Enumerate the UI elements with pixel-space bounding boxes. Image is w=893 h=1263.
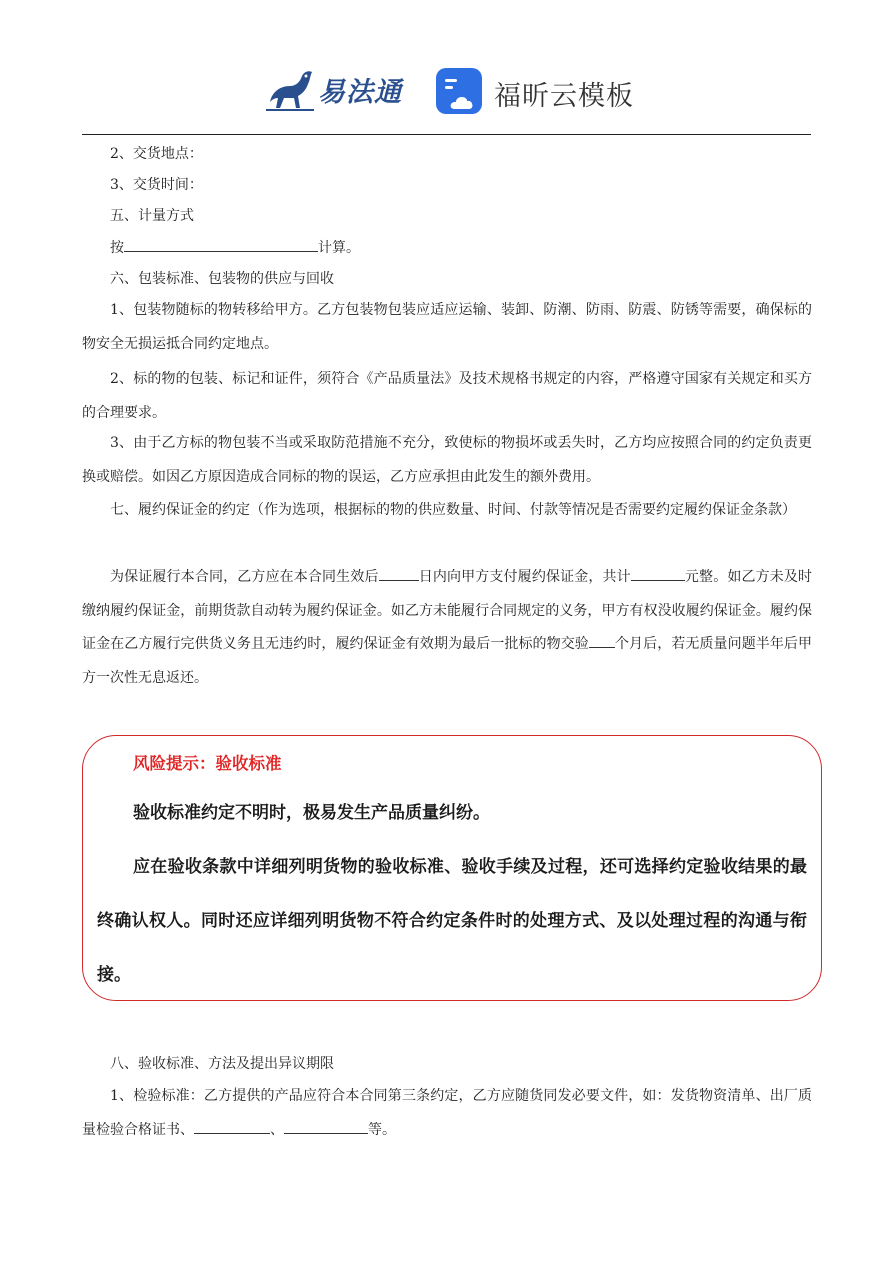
measurement-prefix: 按	[110, 240, 124, 256]
deposit-months-blank	[589, 632, 615, 648]
inspection-blank-1	[194, 1118, 270, 1134]
clause-packaging-2: 2、标的物的包装、标记和证件，须符合《产品质量法》及技术规格书规定的内容，严格遵守国家有关规定和买方的合理要求。	[82, 371, 812, 421]
clause-measurement	[82, 232, 812, 266]
fuxin-logo	[436, 64, 636, 116]
risk-notice-line2: 应在验收条款中详细列明货物的验收标准、验收手续及过程，还可选择约定验收结果的最终确认权人。同时还应详细列明货物不符合约定条件时的处理方式、及以处理过程的沟通与衔接。	[97, 857, 807, 985]
risk-notice-line1: 验收标准约定不明时，极易发生产品质量纠纷。	[133, 803, 490, 823]
header-divider	[82, 134, 811, 135]
clause-delivery-time: 3、交货时间：	[110, 177, 203, 193]
section-heading-acceptance: 八、验收标准、方法及提出异议期限	[110, 1056, 334, 1072]
deposit-text-d: 个月后，若无质量问题半年后甲方一次性无息返还。	[82, 636, 813, 686]
page-header	[0, 58, 893, 124]
deposit-days-blank	[379, 565, 419, 581]
deposit-text-c: 元整。如乙方未及时缴纳履约保证金，前期货款自动转为履约保证金。如乙方未能履行合同规定的义务，甲方有权没收履约保证金。履约保证金在乙方履行完供货义务且无违约时，履约保证金有效期为最后一批标的物交验	[82, 569, 813, 652]
inspection-text-b: 、	[270, 1121, 284, 1138]
deposit-text-a: 为保证履行本合同，乙方应在本合同生效后	[110, 569, 379, 585]
clause-packaging-3: 3、由于乙方标的物包装不当或采取防范措施不充分，致使标的物损坏或丢失时，乙方均应按照合同的约定负责更换或赔偿。如因乙方原因造成合同标的物的误运，乙方应承担由此发生的额外费用。	[82, 435, 812, 485]
logo2-text: 福昕云模板	[494, 81, 634, 112]
inspection-text-c: 等。	[368, 1121, 396, 1138]
cloud-document-icon	[436, 68, 486, 118]
section-heading-packaging: 六、包装标准、包装物的供应与回收	[110, 271, 334, 287]
clause-deposit	[82, 561, 812, 695]
risk-notice-title: 风险提示：验收标准	[133, 754, 282, 773]
risk-notice-box	[82, 735, 822, 1001]
measurement-suffix: 计算。	[318, 240, 360, 256]
risk-notice-body	[97, 786, 807, 1002]
horse-emblem-icon	[262, 64, 318, 116]
section-heading-measurement: 五、计量方式	[110, 208, 194, 224]
clause-inspection-standard	[82, 1080, 812, 1147]
section-heading-deposit: 七、履约保证金的约定（作为选项，根据标的物的供应数量、时间、付款等情况是否需要约定履约保证金条款）	[110, 502, 796, 518]
deposit-text-b: 日内向甲方支付履约保证金，共计	[418, 569, 631, 585]
inspection-text-a: 1、检验标准：乙方提供的产品应符合本合同第三条约定，乙方应随货同发必要文件，如：发货物资清单、出厂质量检验合格证书、	[82, 1088, 812, 1138]
deposit-amount-blank	[631, 565, 685, 581]
yifatong-logo	[262, 64, 412, 116]
logo1-text: 易法通	[318, 77, 402, 108]
clause-packaging-1: 1、包装物随标的物转移给甲方。乙方包装物包装应适应运输、装卸、防潮、防雨、防震、防锈等需要，确保标的物安全无损运抵合同约定地点。	[82, 302, 812, 352]
measurement-blank	[124, 236, 318, 252]
inspection-blank-2	[284, 1118, 368, 1134]
clause-delivery-place: 2、交货地点：	[110, 146, 203, 162]
